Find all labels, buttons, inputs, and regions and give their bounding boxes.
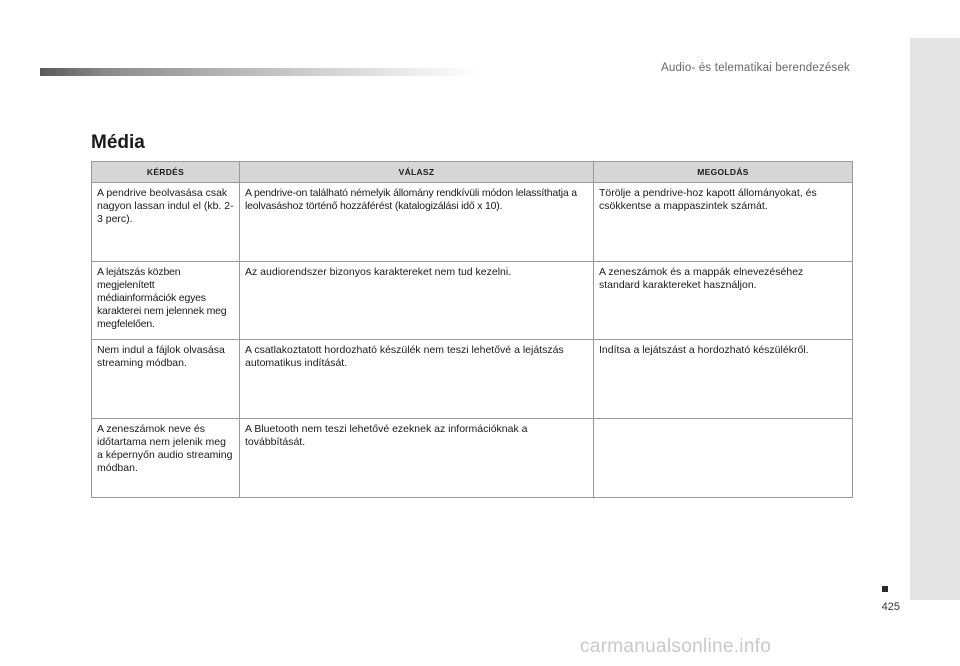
table-row: [92, 262, 853, 340]
answer-cell: A Bluetooth nem teszi lehetővé ezeknek az információknak a továbbítását.: [240, 419, 594, 498]
question-cell: Nem indul a fájlok olvasása streaming módban.: [92, 340, 240, 419]
question-cell: A zeneszámok neve és időtartama nem jelenik meg a képernyőn audio streaming módban.: [92, 419, 240, 498]
solution-cell: A zeneszámok és a mappák elnevezéséhez standard karaktereket használjon.: [594, 262, 853, 340]
answer-cell: A csatlakoztatott hordozható készülék nem teszi lehetővé a lejátszás automatikus indítását.: [240, 340, 594, 419]
column-header-solution: MEGOLDÁS: [594, 162, 853, 183]
column-header-question: KÉRDÉS: [92, 162, 240, 183]
header-gradient-bar: [40, 68, 480, 76]
page-marker-square: [882, 586, 888, 592]
question-cell: A lejátszás közben megjelenített médiainformációk egyes karakterei nem jelennek meg megfelelően.: [92, 262, 240, 340]
troubleshooting-table: [91, 161, 853, 498]
section-title: Média: [91, 132, 145, 153]
page-number: 425: [881, 601, 900, 613]
column-header-answer: VÁLASZ: [240, 162, 594, 183]
table-header-row: [92, 162, 853, 183]
answer-cell: Az audiorendszer bizonyos karaktereket nem tud kezelni.: [240, 262, 594, 340]
side-strip: [910, 38, 960, 600]
table-row: [92, 340, 853, 419]
table-row: [92, 183, 853, 262]
watermark-text: carmanualsonline.info: [580, 636, 772, 657]
solution-cell: Indítsa a lejátszást a hordozható készülékről.: [594, 340, 853, 419]
table-row: [92, 419, 853, 498]
solution-cell: [594, 419, 853, 498]
answer-cell: A pendrive-on található némelyik állomány rendkívüli módon lelassíthatja a leolvasáshoz történő hozzáférést (katalogizálási idő x 10).: [240, 183, 594, 262]
chapter-title: Audio- és telematikai berendezések: [661, 62, 850, 74]
question-cell: A pendrive beolvasása csak nagyon lassan indul el (kb. 2-3 perc).: [92, 183, 240, 262]
solution-cell: Törölje a pendrive-hoz kapott állományokat, és csökkentse a mappaszintek számát.: [594, 183, 853, 262]
